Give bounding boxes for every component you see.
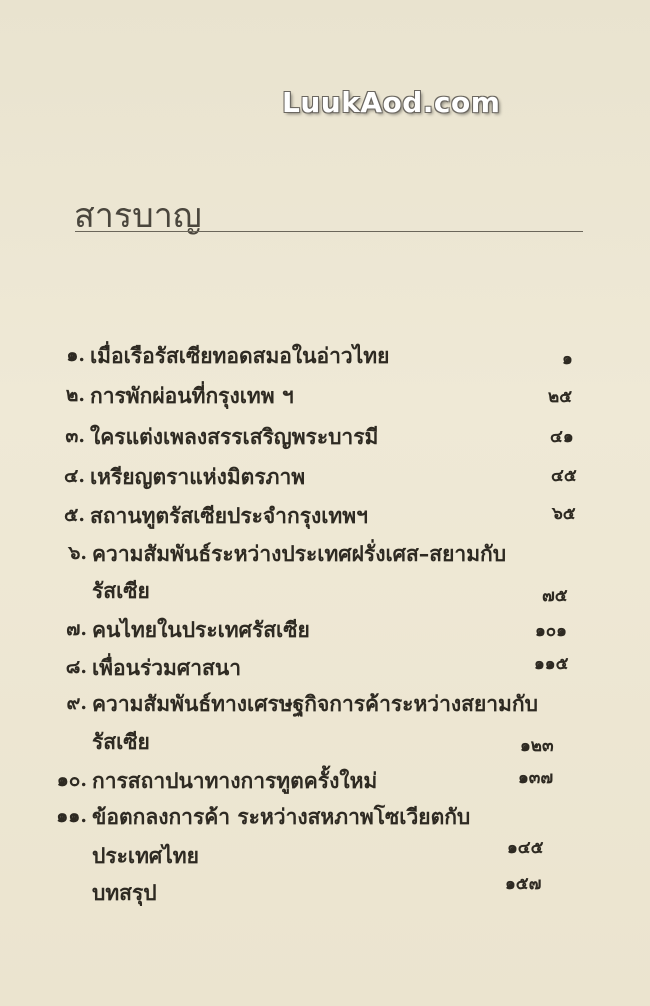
entry-page: ๑๓๗ <box>518 768 554 788</box>
entry-page: ๑๕๗ <box>505 874 542 894</box>
toc-entry <box>66 688 538 718</box>
toc-entry <box>64 500 368 530</box>
toc-entry <box>64 461 306 491</box>
toc-heading: สารบาญ <box>74 196 202 236</box>
entry-number: ๑. <box>66 344 85 366</box>
entry-title: ข้อตกลงการค้า ระหว่างสหภาพโซเวียตกับ <box>92 804 471 829</box>
entry-page: ๔๑ <box>550 427 574 447</box>
toc-entry <box>65 421 379 451</box>
entry-title: การพักผ่อนที่กรุงเทพ ฯ <box>90 383 294 408</box>
entry-number: ๑๑. <box>56 805 87 827</box>
entry-page: ๔๕ <box>551 466 577 486</box>
entry-page: ๑๐๑ <box>535 621 567 641</box>
entry-number: ๙. <box>66 692 87 714</box>
entry-title: เหรียญตราแห่งมิตรภาพ <box>90 464 306 489</box>
entry-title: ความสัมพันธ์ระหว่างประเทศฝรั่งเศส–สยามกับ <box>92 541 507 566</box>
entry-title: บทสรุป <box>92 880 157 905</box>
toc-entry <box>66 340 390 370</box>
entry-page: ๖๕ <box>552 504 576 524</box>
entry-page: ๑๔๕ <box>507 838 544 858</box>
entry-page: ๗๕ <box>542 586 568 606</box>
entry-title: การสถาปนาทางการทูตครั้งใหม่ <box>92 768 378 793</box>
entry-number: ๑๐. <box>56 769 87 791</box>
toc-entry <box>65 652 241 682</box>
entry-title: ความสัมพันธ์ทางเศรษฐกิจการค้าระหว่างสยามกับ <box>92 691 538 716</box>
entry-page: ๑ <box>562 349 573 369</box>
toc-entry <box>68 538 507 568</box>
entry-number: ๘. <box>65 656 87 678</box>
toc-entry <box>56 765 378 795</box>
toc-entry-summary <box>92 877 157 907</box>
entry-title: เมื่อเรือรัสเซียทอดสมอในอ่าวไทย <box>90 343 390 368</box>
entry-title: คนไทยในประเทศรัสเซีย <box>92 617 310 642</box>
entry-title-continued: รัสเซีย <box>92 729 150 754</box>
entry-page: ๑๒๓ <box>520 736 554 756</box>
entry-number: ๖. <box>68 542 87 564</box>
entry-title-continued: ประเทศไทย <box>92 843 199 868</box>
entry-number: ๔. <box>64 465 85 487</box>
entry-title: เพื่อนร่วมศาสนา <box>92 655 241 680</box>
watermark-logo: LuukAod.com <box>282 86 501 119</box>
entry-number: ๒. <box>65 384 85 406</box>
entry-number: ๕. <box>64 504 85 526</box>
toc-entry <box>66 614 310 644</box>
toc-entry <box>65 380 294 410</box>
entry-number: ๗. <box>66 618 87 640</box>
entry-page: ๑๑๕ <box>534 654 569 674</box>
entry-title: สถานทูตรัสเซียประจำกรุงเทพฯ <box>90 503 368 528</box>
entry-number: ๓. <box>65 425 85 447</box>
entry-title: ใครแต่งเพลงสรรเสริญพระบารมี <box>90 424 379 449</box>
toc-entry <box>56 801 471 831</box>
entry-page: ๒๕ <box>548 387 573 407</box>
entry-title-continued: รัสเซีย <box>92 578 150 603</box>
